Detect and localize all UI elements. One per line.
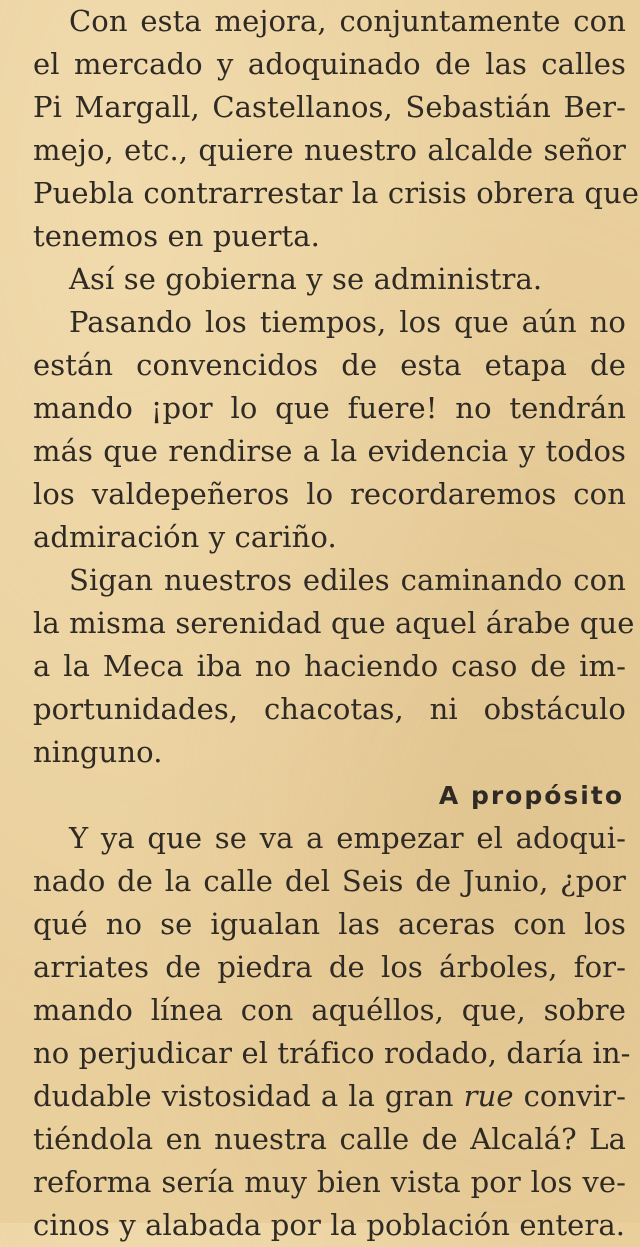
text-line: mando ¡por lo que fuere! no tendrán	[33, 391, 626, 425]
text-line: portunidades, chacotas, ni obstáculo	[33, 692, 626, 726]
text-line: arriates de piedra de los árboles, for-	[33, 950, 626, 984]
text-line: Pi Margall, Castellanos, Sebastián Ber-	[33, 90, 626, 124]
text-line: Sigan nuestros ediles caminando con	[69, 563, 626, 597]
text-line: reforma sería muy bien vista por los ve-	[33, 1165, 626, 1199]
text-line: más que rendirse a la evidencia y todos	[33, 434, 626, 468]
text-line: admiración y cariño.	[33, 520, 337, 554]
text-line: mando línea con aquéllos, que, sobre	[33, 993, 626, 1027]
paragraph-4	[33, 559, 635, 774]
paragraph-5	[33, 817, 631, 1247]
text-line: Puebla contrarrestar la crisis obrera que	[33, 176, 640, 210]
text-line: cinos y alabada por la población entera.	[33, 1208, 626, 1242]
text-line: tenemos en puerta.	[33, 219, 320, 253]
text-line: Y ya que se va a empezar el adoqui-	[69, 821, 626, 855]
text-line: ninguno.	[33, 735, 163, 769]
text-line: Pasando los tiempos, los que aún no	[69, 305, 626, 339]
text-line: el mercado y adoquinado de las calles	[33, 47, 626, 81]
text-line: Así se gobierna y se administra.	[69, 262, 543, 296]
section-heading: A propósito	[438, 781, 624, 810]
paragraph-1	[33, 0, 640, 258]
text-line: Con esta mejora, conjuntamente con	[69, 4, 626, 38]
paragraph-2	[33, 258, 626, 301]
text-line: los valdepeñeros lo recordaremos con	[33, 477, 626, 511]
text-line: a la Meca iba no haciendo caso de im-	[33, 649, 626, 683]
text-line: mejo, etc., quiere nuestro alcalde señor	[33, 133, 626, 167]
italic-word: rue	[463, 1079, 514, 1113]
text-run: dudable vistosidad a la gran	[33, 1079, 464, 1113]
text-run: convir-	[513, 1079, 626, 1113]
text-line: nado de la calle del Seis de Junio, ¿por	[33, 864, 626, 898]
paragraph-3	[33, 301, 626, 559]
text-line: no perjudicar el tráfico rodado, daría in-	[33, 1036, 631, 1070]
text-line: tiéndola en nuestra calle de Alcalá? La	[33, 1122, 626, 1156]
text-line	[33, 1075, 626, 1118]
text-line: la misma serenidad que aquel árabe que	[33, 606, 635, 640]
text-line: qué no se igualan las aceras con los	[33, 907, 626, 941]
text-line: están convencidos de esta etapa de	[33, 348, 626, 382]
